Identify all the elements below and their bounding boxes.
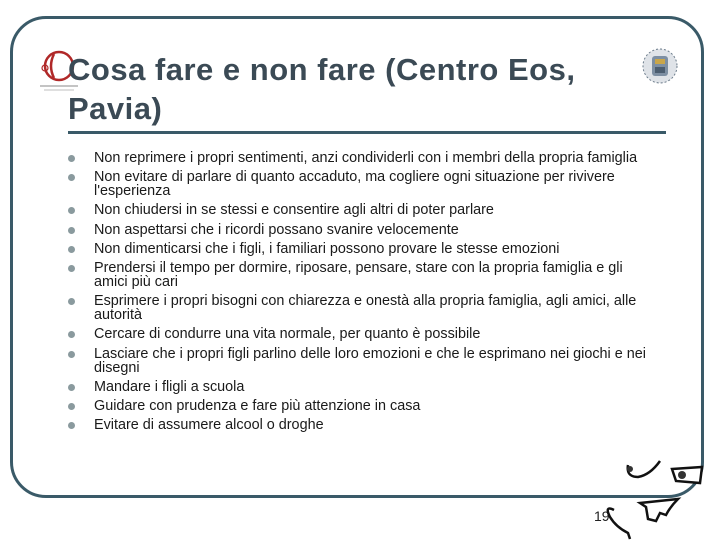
bullet-dot-icon — [68, 155, 75, 162]
bullet-item — [66, 418, 656, 432]
bullet-item — [66, 151, 656, 165]
bullet-dot-icon — [68, 422, 75, 429]
bullet-text: Lasciare che i propri figli parlino delle loro emozioni e che le esprimano nei giochi e nei disegni — [94, 345, 646, 376]
page-number: 19 — [594, 508, 610, 524]
bullet-item — [66, 170, 656, 198]
bullet-item — [66, 347, 656, 375]
bullet-text: Prendersi il tempo per dormire, riposare, pensare, stare con la propria famiglia e gli amici più cari — [94, 259, 623, 290]
bullet-dot-icon — [68, 265, 75, 272]
bullet-item — [66, 203, 656, 217]
bullet-text: Cercare di condurre una vita normale, per quanto è possibile — [94, 326, 481, 343]
bullet-dot-icon — [68, 351, 75, 358]
bullet-dot-icon — [68, 246, 75, 253]
bullet-dot-icon — [68, 227, 75, 234]
bullet-dot-icon — [68, 331, 75, 338]
bullet-text: Evitare di assumere alcool o droghe — [94, 417, 324, 434]
university-logo-icon — [640, 46, 680, 86]
bullet-dot-icon — [68, 174, 75, 181]
bullet-text: Non reprimere i propri sentimenti, anzi condividerli con i membri della propria famiglia — [94, 150, 638, 166]
bullet-item — [66, 327, 656, 341]
bullet-text: Guidare con prudenza e fare più attenzione in casa — [94, 397, 421, 414]
bullet-dot-icon — [68, 298, 75, 305]
bullet-dot-icon — [68, 207, 75, 214]
bullet-item — [66, 399, 656, 413]
bullet-item — [66, 380, 656, 394]
bullet-item — [66, 294, 656, 322]
bullet-text: Non aspettarsi che i ricordi possano svanire velocemente — [94, 221, 459, 238]
drawing-clipart-icon — [600, 455, 710, 540]
bullet-dot-icon — [68, 384, 75, 391]
bullet-dot-icon — [68, 403, 75, 410]
bullet-text: Non evitare di parlare di quanto accaduto, ma cogliere ogni situazione per rivivere l'esperienza — [94, 169, 615, 200]
bullet-item — [66, 223, 656, 237]
title-underline — [68, 131, 666, 134]
bullet-text: Mandare i fligli a scuola — [94, 378, 245, 395]
bullet-text: Non chiudersi in se stessi e consentire agli altri di poter parlare — [94, 202, 494, 219]
bullet-list — [66, 151, 656, 437]
slide-title: Cosa fare e non fare (Centro Eos, Pavia) — [68, 52, 576, 126]
bullet-item — [66, 261, 656, 289]
bullet-item — [66, 242, 656, 256]
bullet-text: Esprimere i propri bisogni con chiarezza e onestà alla propria famiglia, agli amici, alle autorità — [94, 293, 637, 324]
bullet-text: Non dimenticarsi che i figli, i familiari possono provare le stesse emozioni — [94, 240, 560, 257]
